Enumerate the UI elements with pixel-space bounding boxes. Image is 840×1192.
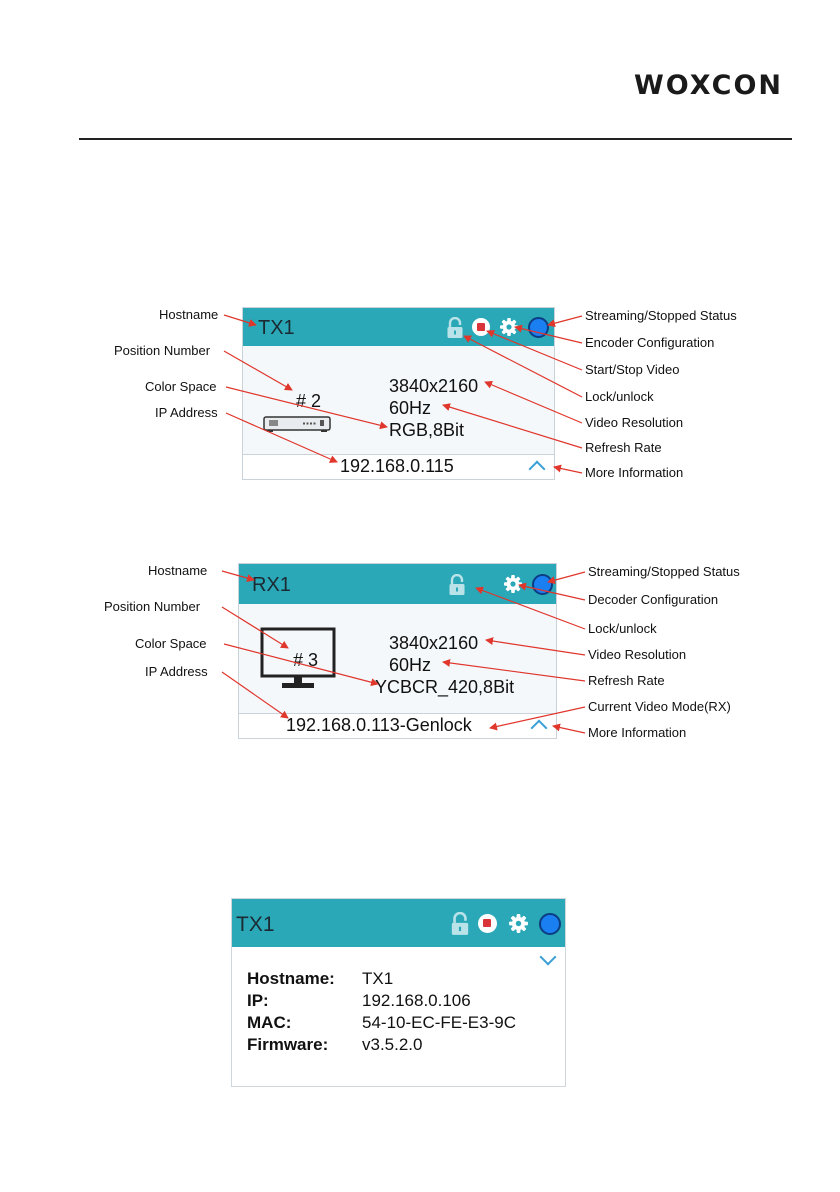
rx-label-ip: IP Address: [145, 664, 208, 679]
info-key-hostname: Hostname:: [247, 969, 335, 988]
tx-label-lock: Lock/unlock: [585, 389, 654, 404]
rx-label-lock: Lock/unlock: [588, 621, 657, 636]
info-key-firmware: Firmware:: [247, 1035, 329, 1054]
tx-ip-address: 192.168.0.115: [340, 456, 454, 476]
info-val-ip: 192.168.0.106: [362, 991, 471, 1010]
tx-label-color-space: Color Space: [145, 379, 217, 394]
info-card-title: TX1: [236, 913, 275, 936]
rx-label-more: More Information: [588, 725, 687, 740]
tx-label-startstop: Start/Stop Video: [585, 362, 680, 377]
rx-color-space: YCBCR_420,8Bit: [375, 677, 515, 697]
tx-video-resolution: 3840x2160: [389, 376, 479, 396]
info-val-mac: 54-10-EC-FE-E3-9C: [362, 1013, 516, 1032]
brand-logo: WOXCON: [634, 70, 783, 101]
tx-label-resolution: Video Resolution: [585, 415, 684, 430]
stop-icon[interactable]: [478, 914, 497, 933]
tx-label-config: Encoder Configuration: [585, 335, 715, 350]
rx-hostname: RX1: [252, 574, 291, 596]
rx-refresh-rate: 60Hz: [389, 655, 432, 675]
rx-label-config: Decoder Configuration: [588, 592, 719, 607]
rx-label-hostname: Hostname: [148, 563, 208, 578]
info-key-mac: MAC:: [247, 1013, 292, 1032]
tx-position-number: # 2: [296, 391, 322, 411]
chevron-down-icon[interactable]: [540, 949, 557, 966]
tx-label-position: Position Number: [114, 343, 211, 358]
tx-label-ip: IP Address: [155, 405, 218, 420]
tx-hostname: TX1: [258, 317, 295, 339]
rx-label-position: Position Number: [104, 599, 201, 614]
lock-icon[interactable]: [450, 912, 470, 936]
tx-label-refresh: Refresh Rate: [585, 440, 662, 455]
rx-label-refresh: Refresh Rate: [588, 673, 665, 688]
rx-position-number: # 3: [293, 650, 319, 670]
gear-icon[interactable]: [508, 913, 529, 934]
info-key-ip: IP:: [247, 991, 269, 1010]
rx-label-color-space: Color Space: [135, 636, 207, 651]
rx-label-status: Streaming/Stopped Status: [588, 564, 740, 579]
tx-info-card: [231, 898, 566, 1087]
tx-refresh-rate: 60Hz: [389, 398, 432, 418]
tx-label-hostname: Hostname: [159, 307, 219, 322]
status-dot-icon: [539, 913, 561, 935]
info-val-hostname: TX1: [362, 969, 394, 988]
tx-color-space: RGB,8Bit: [389, 420, 465, 440]
rx-video-resolution: 3840x2160: [389, 633, 479, 653]
rx-ip-address: 192.168.0.113-Genlock: [286, 715, 472, 735]
rx-label-resolution: Video Resolution: [588, 647, 687, 662]
info-val-firmware: v3.5.2.0: [362, 1035, 423, 1054]
tx-label-more: More Information: [585, 465, 684, 480]
tx-label-status: Streaming/Stopped Status: [585, 308, 737, 323]
rx-label-mode: Current Video Mode(RX): [588, 699, 731, 714]
